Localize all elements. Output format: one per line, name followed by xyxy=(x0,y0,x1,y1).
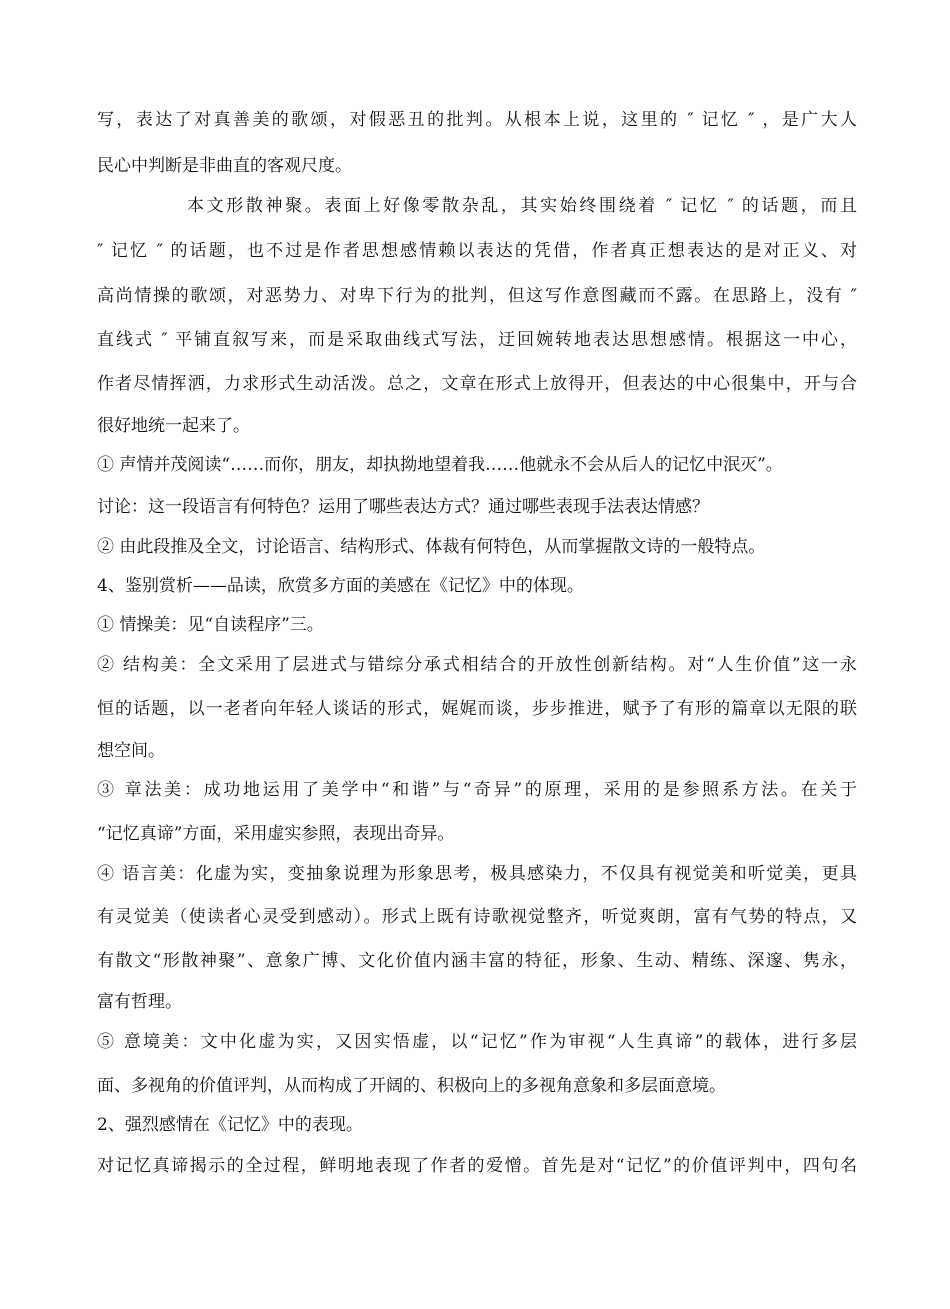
text-line: 讨论：这一段语言有何特色？运用了哪些表达方式？通过哪些表现手法表达情感？ xyxy=(97,497,709,517)
text-line: 有灵觉美（使读者心灵受到感动）。形式上既有诗歌视觉整齐，听觉爽朗，富有气势的特点，又 xyxy=(97,907,857,927)
text-line: 对记忆真谛揭示的全过程，鲜明地表现了作者的爱憎。首先是对“记忆”的价值评判中，四句名 xyxy=(97,1156,857,1176)
text-line: 有散文“形散神聚”、意象广博、文化价值内涵丰富的特征，形象、生动、精练、深邃、隽永， xyxy=(97,951,857,971)
list-item: ⑤ 意境美：文中化虚为实，又因实悟虚，以“记忆”作为审视“人生真谛”的载体，进行多层 xyxy=(97,1032,857,1052)
list-item: ③ 章法美：成功地运用了美学中“和谐”与“奇异”的原理，采用的是参照系方法。在关于 xyxy=(97,780,857,800)
list-item: ② 结构美：全文采用了层进式与错综分承式相结合的开放性创新结构。对“人生价值”这一永 xyxy=(97,655,857,675)
text-line: 直线式 ″ 平铺直叙写来，而是采取曲线式写法，迂回婉转地表达思想感情。根据这一中心， xyxy=(97,330,857,350)
text-line: “记忆真谛”方面，采用虚实参照，表现出奇异。 xyxy=(97,824,455,844)
text-line: 高尚情操的歌颂，对恶势力、对卑下行为的批判，但这写作意图藏而不露。在思路上，没有 ″ xyxy=(97,286,857,306)
text-line: 本文形散神聚。表面上好像零散杂乱，其实始终围绕着 ″ 记忆 ″ 的话题，而且 xyxy=(187,196,857,216)
text-line: 恒的话题，以一老者向年轻人谈话的形式，娓娓而谈，步步推进，赋予了有形的篇章以无限的联 xyxy=(97,699,857,719)
text-line: ″ 记忆 ″ 的话题，也不过是作者思想感情赖以表达的凭借，作者真正想表达的是对正义、对 xyxy=(97,241,857,261)
text-line: 富有哲理。 xyxy=(97,992,182,1012)
list-item: ① 声情并茂阅读“……而你，朋友，却执拗地望着我……他就永不会从后人的记忆中泯灭”。 xyxy=(97,455,783,475)
text-line: 民心中判断是非曲直的客观尺度。 xyxy=(97,156,352,176)
section-heading: 4、鉴别赏析——品读，欣赏多方面的美感在《记忆》中的体现。 xyxy=(97,576,584,596)
list-item: ② 由此段推及全文，讨论语言、结构形式、体裁有何特色，从而掌握散文诗的一般特点。 xyxy=(97,537,766,557)
section-heading: 2、强烈感情在《记忆》中的表现。 xyxy=(97,1115,363,1135)
text-line: 很好地统一起来了。 xyxy=(97,416,250,436)
list-item: ④ 语言美：化虚为实，变抽象说理为形象思考，极具感染力，不仅具有视觉美和听觉美，更具 xyxy=(97,864,857,884)
list-item: ① 情操美：见“自读程序”三。 xyxy=(97,615,324,635)
text-line: 面、多视角的价值评判，从而构成了开阔的、积极向上的多视角意象和多层面意境。 xyxy=(97,1076,726,1096)
text-line: 想空间。 xyxy=(97,741,165,761)
text-line: 作者尽情挥洒，力求形式生动活泼。总之，文章在形式上放得开，但表达的中心很集中，开与合 xyxy=(97,374,857,394)
text-line: 写，表达了对真善美的歌颂，对假恶丑的批判。从根本上说，这里的 ″ 记忆 ″ ，是广大人 xyxy=(97,110,857,130)
